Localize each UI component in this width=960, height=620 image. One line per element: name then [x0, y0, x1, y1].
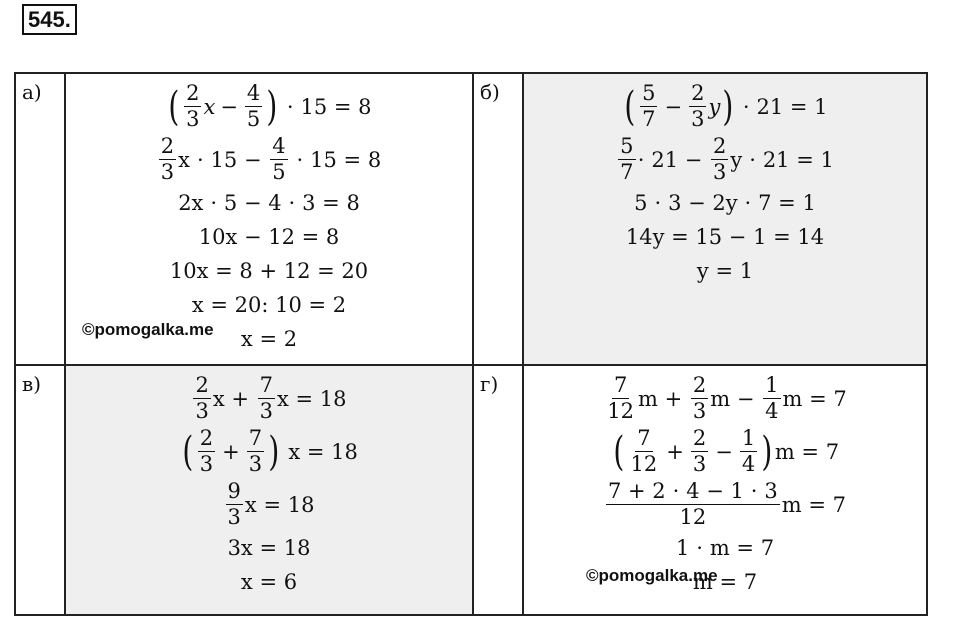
a-line-3: 2x ⋅ 5 − 4 ⋅ 3 = 8 — [178, 191, 360, 215]
b-line-2: $\frac{5}{7}$ ⋅ 21 − $\frac{2}{3}$ y ⋅ 21 = 1 — [620, 134, 834, 184]
v-line-5: x = 6 — [240, 570, 298, 594]
a-line-7: x = 2 — [240, 327, 298, 351]
watermark-g: ©pomogalka.me — [586, 566, 718, 585]
v-line-1: $\frac{2}{3}$ x + $\frac{7}{3}$ x = 18 — [195, 373, 347, 423]
g-line-5: m = 7 — [692, 570, 758, 594]
cell-b — [523, 73, 927, 365]
v-line-4: 3x = 18 — [227, 536, 311, 560]
a-line-5: 10x = 8 + 12 = 20 — [169, 259, 369, 283]
g-line-2: ( $\frac{7}{12}$ + $\frac{2}{3}$ − $\frac{1}{4}$ ) m = 7 — [613, 426, 840, 476]
problem-number: 545. — [22, 4, 77, 35]
g-line-4: 1 ⋅ m = 7 — [675, 536, 775, 560]
label-g: г) — [473, 365, 523, 615]
a-line-1: ( $\frac{2}{3}$ x − $\frac{4}{5}$ ) ⋅ 15 = 8 — [168, 81, 372, 131]
label-b: б) — [473, 73, 523, 365]
watermark-a: ©pomogalka.me — [82, 320, 214, 339]
a-line-2: $\frac{2}{3}$ x ⋅ 15 − $\frac{4}{5}$ ⋅ 15 = 8 — [160, 134, 382, 184]
cell-v — [65, 365, 473, 615]
a-line-4: 10x − 12 = 8 — [198, 225, 340, 249]
label-v: в) — [15, 365, 65, 615]
cell-g — [523, 365, 927, 615]
cell-a — [65, 73, 473, 365]
b-line-4: 14y = 15 − 1 = 14 — [625, 225, 825, 249]
b-line-3: 5 ⋅ 3 − 2y ⋅ 7 = 1 — [634, 191, 816, 215]
g-line-1: $\frac{7}{12}$ m + $\frac{2}{3}$ m − $\frac{1}{4}$ m = 7 — [607, 373, 847, 423]
b-line-1: ( $\frac{5}{7}$ − $\frac{2}{3}$ y ) ⋅ 21 = 1 — [624, 81, 828, 131]
solution-table — [14, 72, 928, 616]
v-line-2: ( $\frac{2}{3}$ + $\frac{7}{3}$ ) x = 18 — [182, 426, 358, 476]
v-line-3: $\frac{9}{3}$ x = 18 — [227, 479, 315, 529]
a-line-6: x = 20: 10 = 2 — [191, 293, 347, 317]
label-a: а) — [15, 73, 65, 365]
g-line-3: $\frac{7 + 2 \cdot 4 - 1 \cdot 3}{12}$ m = 7 — [607, 479, 846, 529]
b-line-5: y = 1 — [696, 259, 754, 283]
